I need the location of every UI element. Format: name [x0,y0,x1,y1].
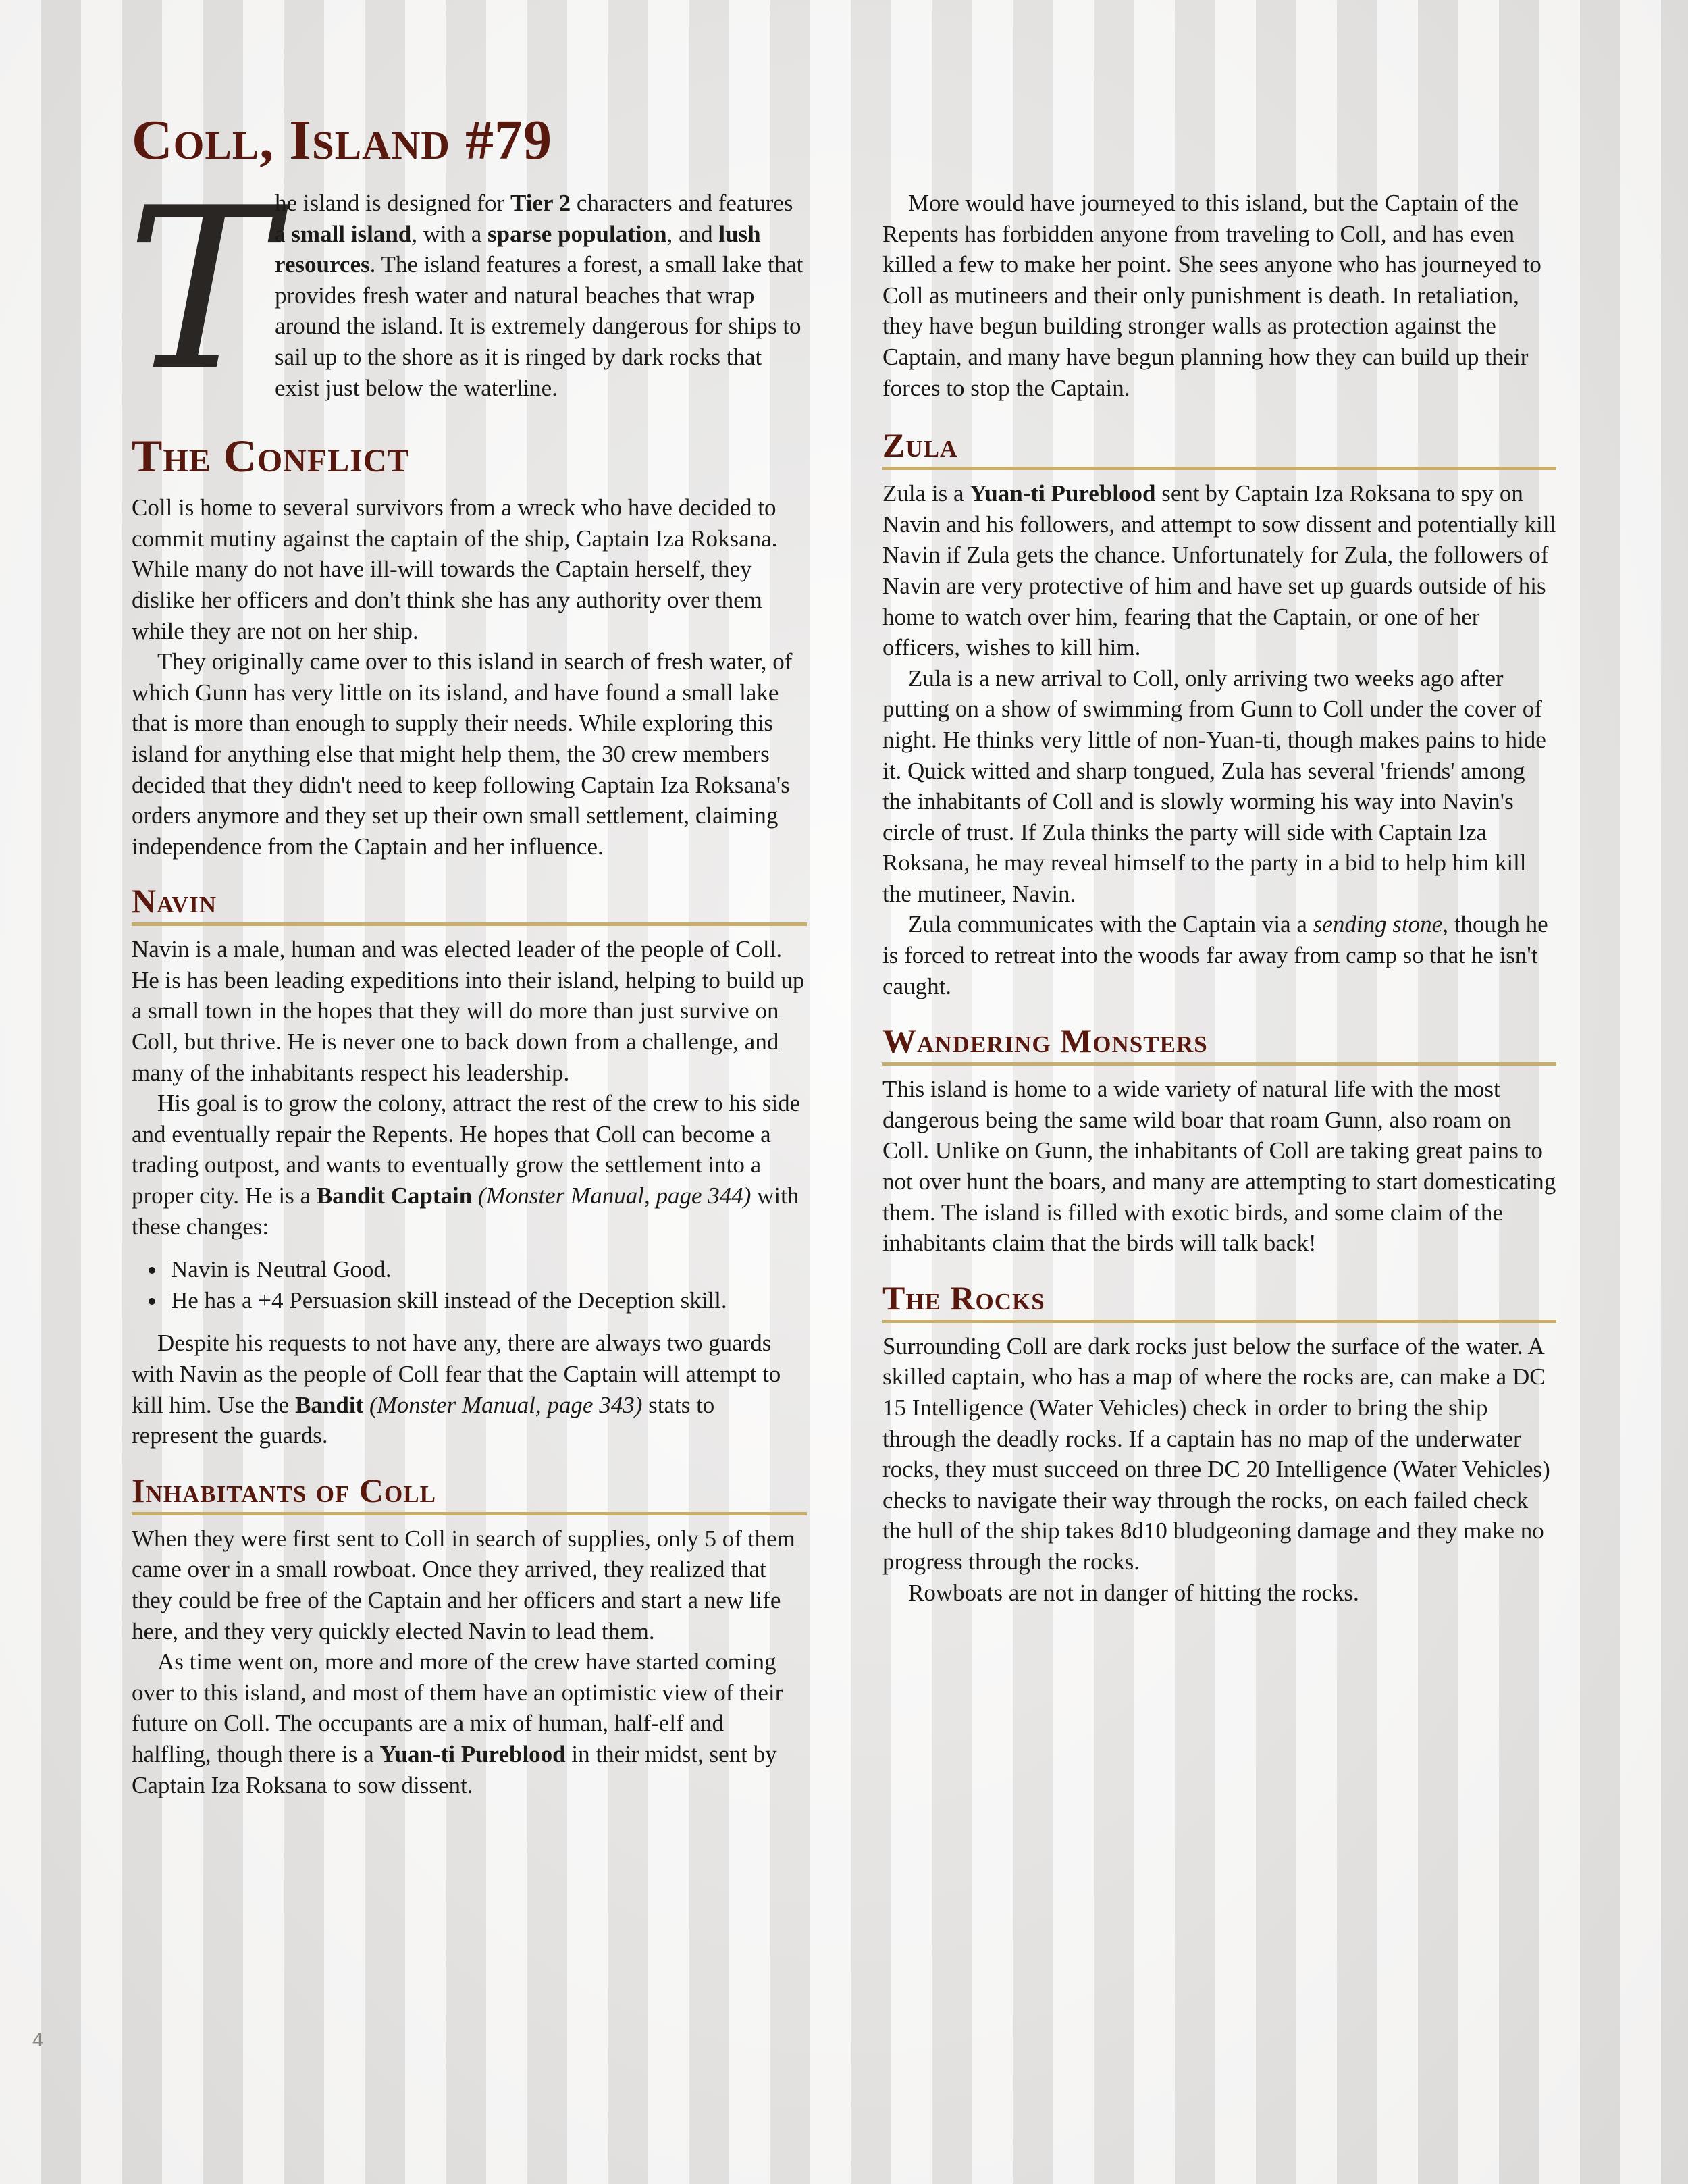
navin-heading: Navin [132,881,807,926]
zula-p1-end: sent by Captain Iza Roksana to spy on Navin and his followers, and attempt to sow dissent and potentially kill Navin if Zula gets the chance. Unfortunately for Zula, the followers of Navin are very protective of him and have set up guards outside of his home to watch over him, fearing that the Captain, or one of her officers, wishes to kill him. [882,480,1556,661]
intro-text-1: he island is designed for [275,190,510,216]
intro-text-2: characters and features a [275,190,793,247]
intro-text-5: . The island features a forest, a small lake that provides fresh water and natural beaches that wrap around the island. It is extremely dangerous for ships to sail up to the shore as it is ringed by dark rocks that exist just below the waterline. [275,251,803,401]
inhabitants-p2-text: As time went on, more and more of the crew have started coming over to this island, and most of them have an optimistic view of their future on Coll. The occupants are a mix of human, half-elf and halfling, though there is a [132,1648,783,1767]
right-column [882,188,1556,1608]
intro-population: sparse population [487,220,667,247]
monsters-heading: Wandering Monsters [882,1020,1556,1066]
list-item: • Navin is Neutral Good. [167,1254,807,1285]
left-column [126,160,807,1800]
navin-paragraph-2 [132,1088,807,1242]
intro-paragraph [126,160,807,419]
zula-paragraph-1 [882,478,1556,663]
intro-tier: Tier 2 [510,190,571,216]
yuan-ti-ref-zula: Yuan-ti Pureblood [970,480,1156,507]
monster-manual-ref-344: (Monster Manual, page 344) [478,1182,751,1210]
navin-paragraph-3 [132,1328,807,1451]
monsters-paragraph-1: This island is home to a wide variety of natural life with the most dangerous being the same wild boar that roam Gunn, also roam on Coll. Unlike on Gunn, the inhabitants of Coll are taking great pains to not over hunt the boars, and many are attempting to start domesticating them. The island is filled with exotic birds, and some claim of the inhabitants claim that the birds will talk back! [882,1076,1556,1257]
zula-heading: Zula [882,425,1556,470]
conflict-paragraph-1: Coll is home to several survivors from a wreck who have decided to commit mutiny against the captain of the ship, Captain Iza Roksana. While many do not have ill-will towards the Captain herself, they dislike her officers and don't think she has any authority over them while they are not on her ship. [132,494,778,644]
inhabitants-heading: Inhabitants of Coll [132,1470,807,1515]
zula-p3-end: , though he is forced to retreat into the woods far away from camp so that he isn't caught. [882,911,1548,999]
rocks-heading: The Rocks [882,1278,1556,1323]
zula-paragraph-2: Zula is a new arrival to Coll, only arriving two weeks ago after putting on a show of swimming from Gunn to Coll under the cover of night. He thinks very little of non-Yuan-ti, though makes pains to hide it. Quick witted and sharp tongued, Zula has several 'friends' among the inhabitants of Coll and is slowly worming his way into Navin's circle of trust. If Zula thinks the party will side with Captain Iza Roksana, he may reveal himself to the party in a bid to help him kill the mutineer, Navin. [882,665,1546,907]
rocks-paragraph-2: Rowboats are not in danger of hitting the rocks. [908,1579,1359,1606]
yuan-ti-ref: Yuan-ti Pureblood [379,1740,566,1767]
page-number: 4 [32,2029,43,2050]
navin-p3-end: stats to represent the guards. [132,1391,715,1449]
drop-cap: T [126,160,275,419]
navin-p3-text: Despite his requests to not have any, there are always two guards with Navin as the people of Coll fear that the Captain will attempt to kill him. Use the [132,1330,781,1418]
conflict-heading: The Conflict [132,430,410,482]
inhabitants-paragraph-2 [132,1646,807,1800]
page-title: Coll, Island #79 [132,109,552,172]
bandit-captain-ref: Bandit Captain [316,1182,473,1210]
intro-text-3: , with a [411,220,488,247]
conflict-paragraph-2: They originally came over to this island in search of fresh water, of which Gunn has very little on its island, and have found a small lake that is more than enough to supply their needs. While exploring this island for anything else that might help them, the 30 crew members decided that they didn't need to keep following Captain Iza Roksana's orders anymore and they set up their own small settlement, claiming independence from the Captain and her influence. [132,648,793,860]
navin-paragraph-1: Navin is a male, human and was elected leader of the people of Coll. He is has been leading expeditions into their island, helping to build up a small town in the hopes that they will do more than just survive on Coll, but thrive. He is never one to back down from a challenge, and many of the inhabitants respect his leadership. [132,936,805,1086]
bandit-ref: Bandit [295,1391,364,1418]
intro-size: small island [291,220,412,247]
monster-manual-ref-343: (Monster Manual, page 343) [369,1391,643,1418]
zula-p1-text: Zula is a [882,480,970,507]
intro-resources: lush resources [275,220,761,278]
rocks-paragraph-1: Surrounding Coll are dark rocks just below the surface of the water. A skilled captain, who has a map of where the rocks are, can make a DC 15 Intelligence (Water Vehicles) check in order to bring the ship through the deadly rocks. If a captain has no map of the underwater rocks, they must succeed on three DC 20 Intelligence (Water Vehicles) checks to navigate their way through the rocks, on each failed check the hull of the ship takes 8d10 bludgeoning damage and they make no progress through the rocks. [882,1332,1550,1575]
sending-stone-ref: sending stone [1313,911,1443,938]
intro-text-4: , and [666,220,719,247]
right-intro-paragraph: More would have journeyed to this island, but the Captain of the Repents has forbidden anyone from traveling to Coll, and has even killed a few to make her point. She sees anyone who has journeyed to Coll as mutineers and their only punishment is death. In retaliation, they have begun building stronger walls as protection against the Captain, and many have begun planning how they can build up their forces to stop the Captain. [882,190,1541,401]
inhabitants-p2-end: in their midst, sent by Captain Iza Roksana to sow dissent. [132,1740,777,1798]
zula-paragraph-3 [882,909,1556,1002]
navin-changes-list [132,1254,807,1316]
inhabitants-paragraph-1: When they were first sent to Coll in search of supplies, only 5 of them came over in a small rowboat. Once they arrived, they realized that they could be free of the Captain and her officers and start a new life here, and they very quickly elected Navin to lead them. [132,1525,795,1644]
list-item: • He has a +4 Persuasion skill instead of the Deception skill. [167,1285,807,1316]
navin-p2-text: His goal is to grow the colony, attract the rest of the crew to his side and eventually repair the Repents. He hopes that Coll can become a trading outpost, and wants to eventually grow the settlement into a proper city. He is a [132,1090,801,1210]
navin-p2-end: with these changes: [132,1182,799,1240]
zula-p3-text: Zula communicates with the Captain via a [908,911,1313,938]
